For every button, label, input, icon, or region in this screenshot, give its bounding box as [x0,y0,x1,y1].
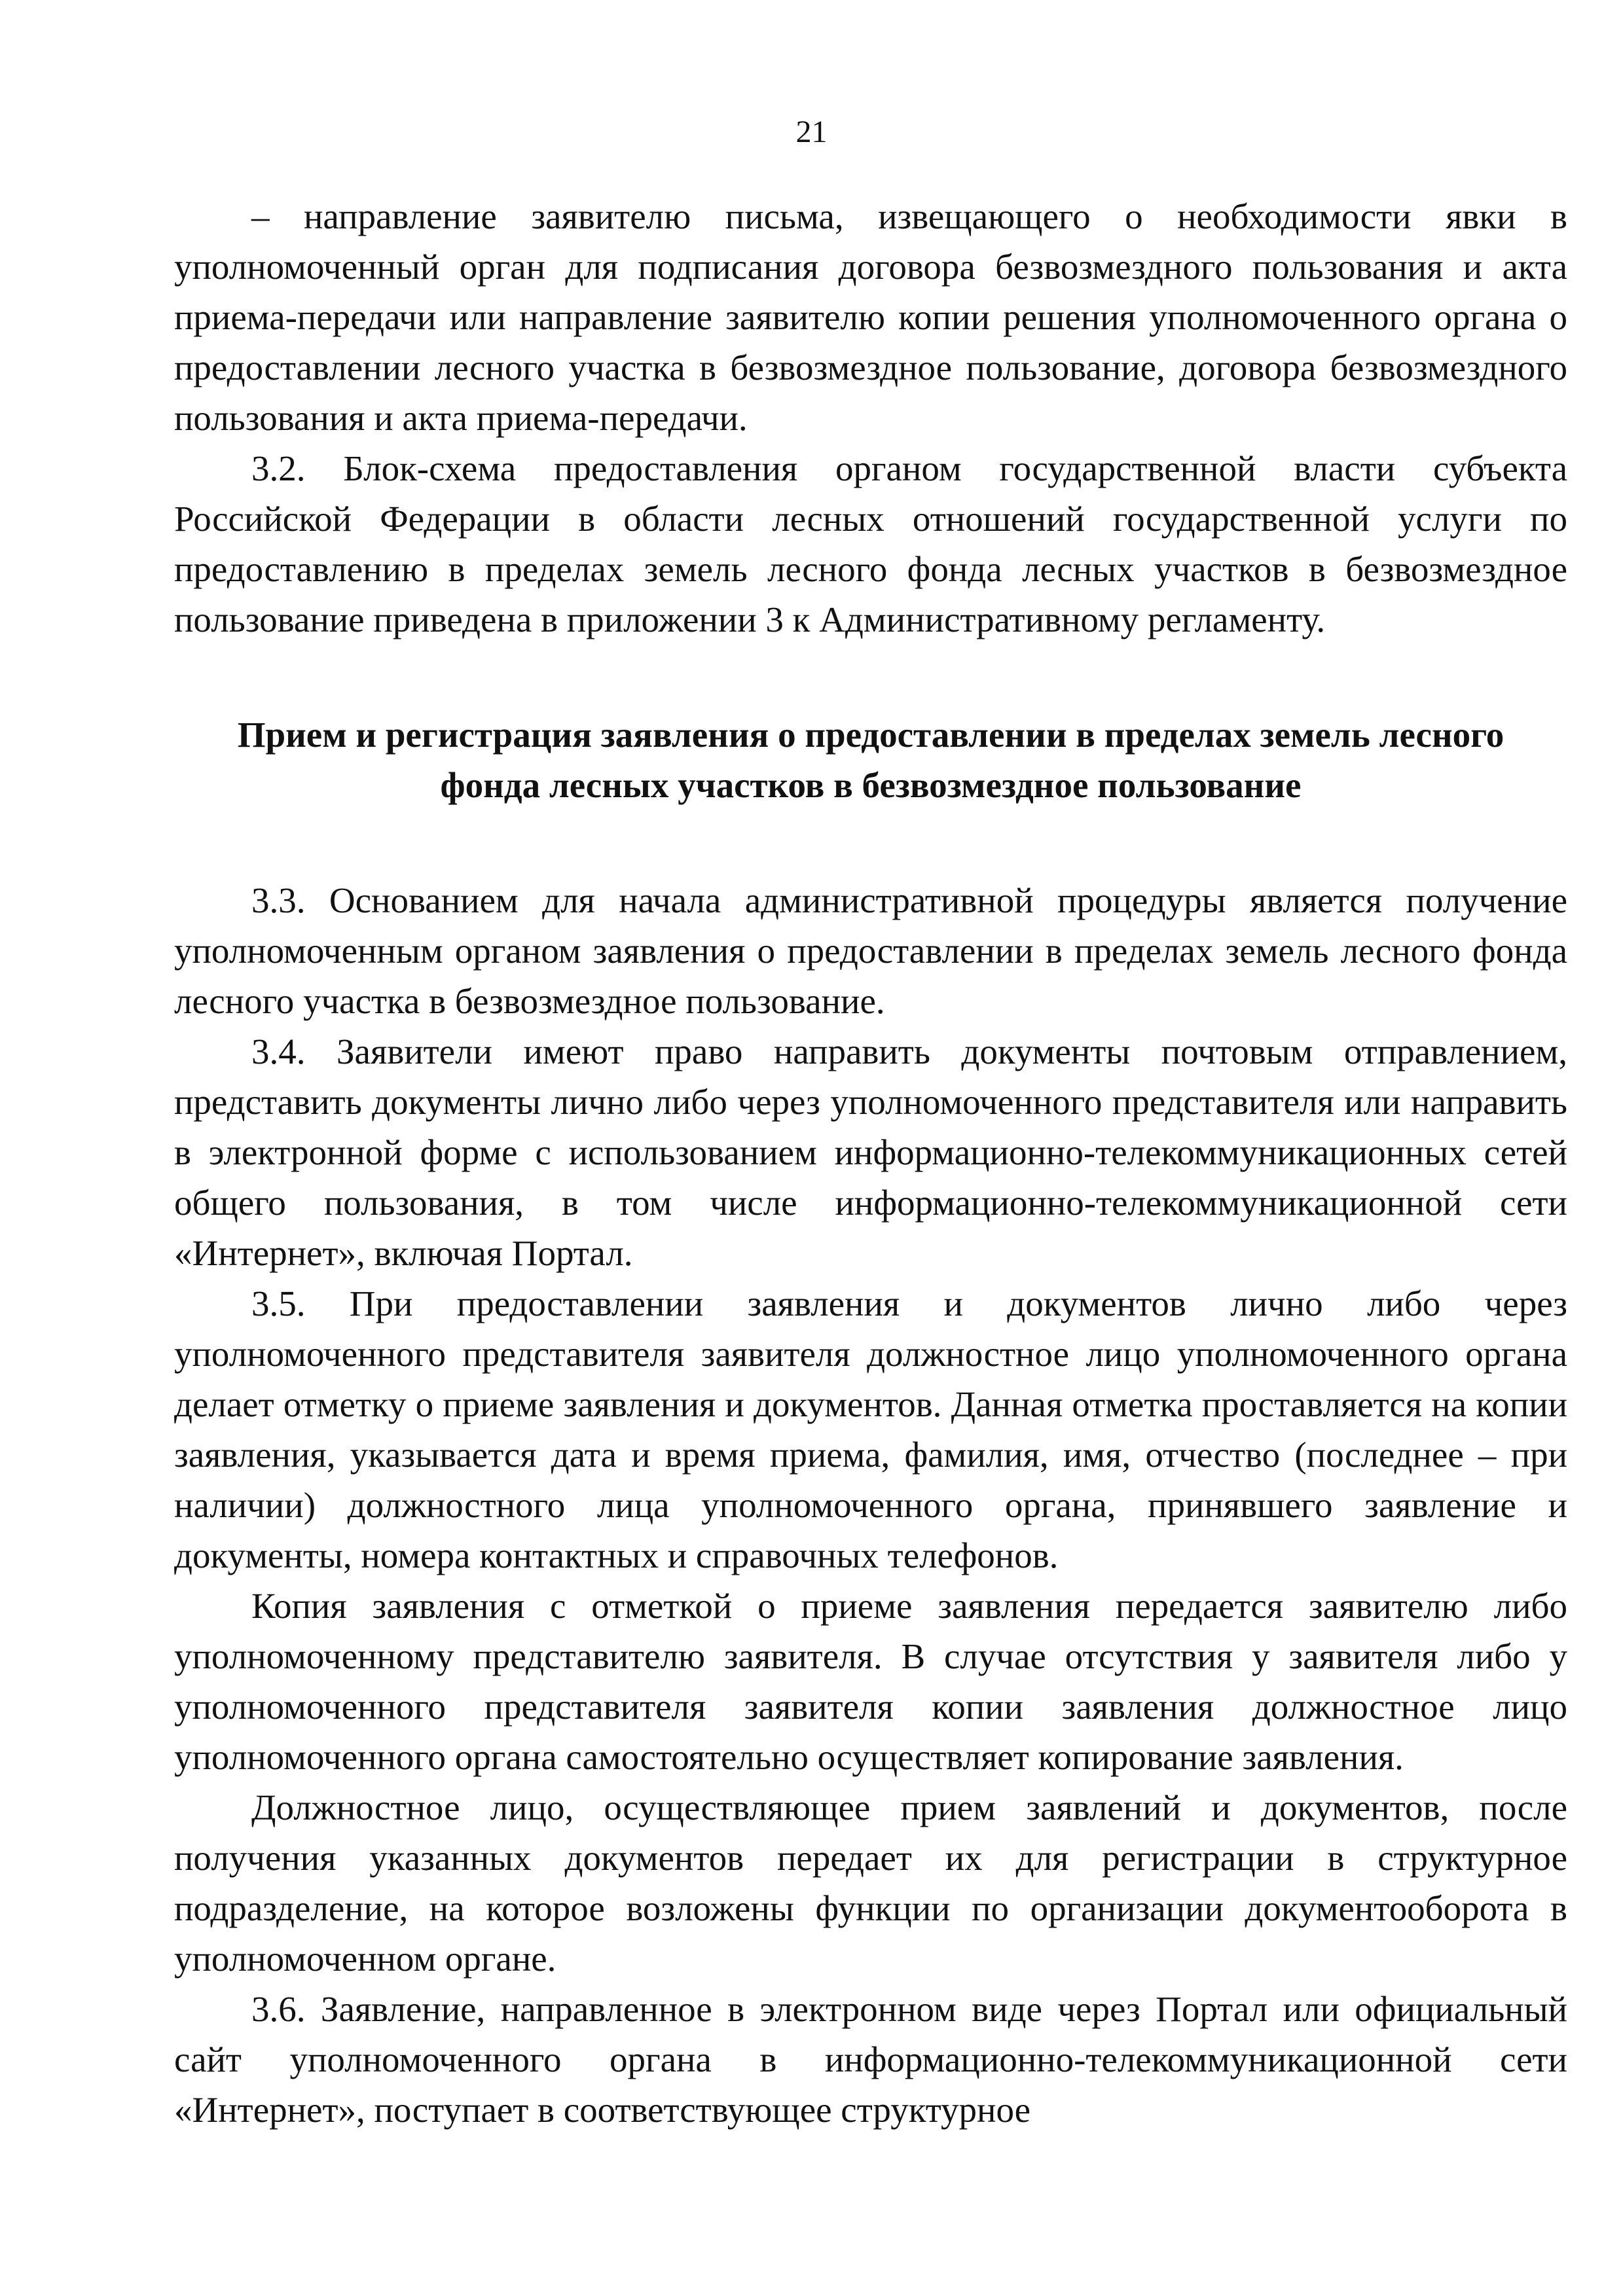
paragraph-3-6: 3.6. Заявление, направленное в электронном виде через Портал или официальный сайт уполномоченного органа в информационно-телекоммуникационной сети «Интернет», поступает в соответствующее структурное [174,1989,1567,2130]
section-heading-line-2: фонда лесных участков в безвозмездное пользование [440,765,1302,805]
paragraph-3-3: 3.3. Основанием для начала административной процедуры является получение уполномоченным органом заявления о предоставлении в пределах земель лесного фонда лесного участка в безвозмездное пользование. [174,880,1567,1021]
section-heading [174,709,1567,810]
paragraph-3-4: 3.4. Заявители имеют право направить документы почтовым отправлением, представить документы лично либо через уполномоченного представителя или направить в электронной форме с использованием информационно-телекоммуникационных сетей общего пользования, в том числе информационно-телекоммуникационной сети «Интернет», включая Портал. [174,1031,1567,1273]
paragraph-3-5: 3.5. При предоставлении заявления и документов лично либо через уполномоченного представителя заявителя должностное лицо уполномоченного органа делает отметку о приеме заявления и документов. Данная отметка проставляется на копии заявления, указывается дата и время приема, фамилия, имя, отчество (последнее – при наличии) должностного лица уполномоченного органа, принявшего заявление и документы, номера контактных и справочных телефонов. [174,1283,1567,1575]
page-number: 21 [795,115,828,149]
paragraph-application-letter: – направление заявителю письма, извещающего о необходимости явки в уполномоченный орган для подписания договора безвозмездного пользования и акта приема-передачи или направление заявителю копии решения уполномоченного органа о предоставлении лесного участка в безвозмездное пользование, договора безвозмездного пользования и акта приема-передачи. [174,196,1567,438]
section-heading-line-1: Прием и регистрация заявления о предоставлении в пределах земель лесного [237,715,1504,755]
paragraph-copy-of-application: Копия заявления с отметкой о приеме заявления передается заявителю либо уполномоченному представителю заявителя. В случае отсутствия у заявителя либо у уполномоченного представителя заявителя копии заявления должностное лицо уполномоченного органа самостоятельно осуществляет копирование заявления. [174,1586,1567,1777]
paragraph-official-registration: Должностное лицо, осуществляющее прием заявлений и документов, после получения указанных документов передает их для регистрации в структурное подразделение, на которое возложены функции по организации документооборота в уполномоченном органе. [174,1787,1567,1979]
paragraph-3-2-block-diagram: 3.2. Блок-схема предоставления органом государственной власти субъекта Российской Федерации в области лесных отношений государственной услуги по предоставлению в пределах земель лесного фонда лесных участков в безвозмездное пользование приведена в приложении 3 к Административному регламенту. [174,448,1567,639]
document-body [174,191,1567,2135]
